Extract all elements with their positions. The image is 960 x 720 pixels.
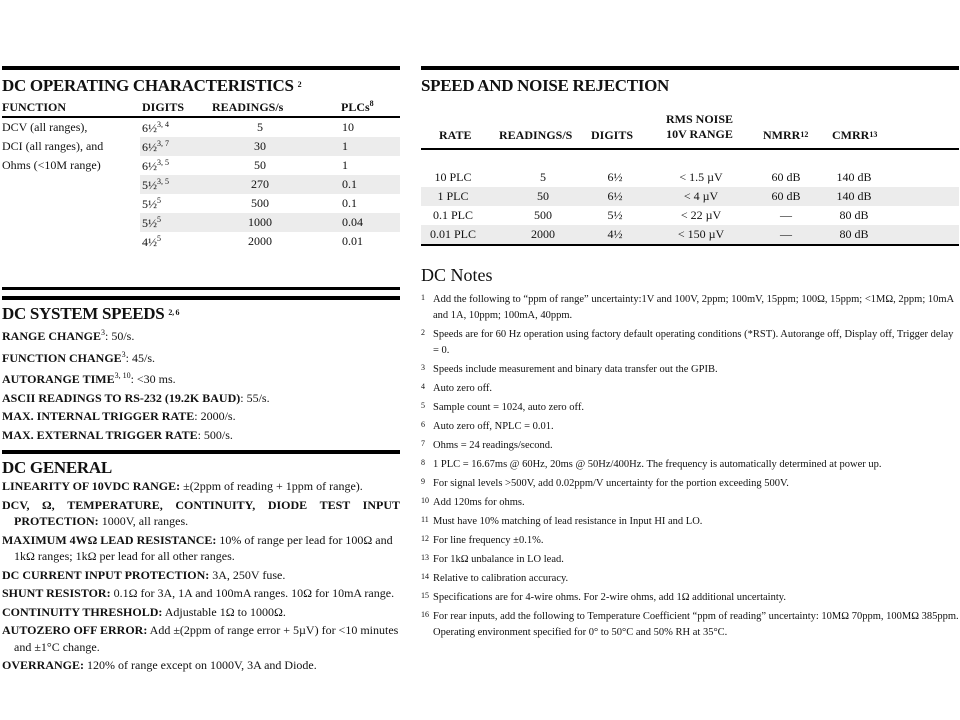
function-cell xyxy=(2,118,138,175)
note-text: Relative to calibration accuracy. xyxy=(433,573,569,584)
general-value: 10% of range per lead for 100Ω and 1kΩ ranges; 1kΩ per lead for all other ranges. xyxy=(14,532,393,563)
general-item xyxy=(2,657,400,674)
table-bottom-rule xyxy=(421,244,959,246)
general-item xyxy=(2,622,400,655)
note-item xyxy=(421,533,959,549)
nmrr-cell: — xyxy=(780,208,792,222)
function-line: DCV (all ranges), xyxy=(2,120,88,134)
note-number: 16 xyxy=(421,610,429,619)
speed-label: MAX. EXTERNAL TRIGGER RATE xyxy=(2,427,198,442)
nmrr-cell: 60 dB xyxy=(771,189,801,203)
digits-cell: 5½$^5$ xyxy=(142,215,161,230)
note-text: Specifications are for 4-wire ohms. For 2-wire ohms, add 1Ω additional uncertainty. xyxy=(433,592,786,603)
note-number: 13 xyxy=(421,553,429,562)
table-row xyxy=(140,156,400,175)
cmrr-cell: 140 dB xyxy=(836,170,872,184)
general-value: Add ±(2ppm of range error + 5µV) for <10 minutes and ±1°C change. xyxy=(14,623,399,654)
note-number: 8 xyxy=(421,458,425,467)
note-item xyxy=(421,327,959,359)
speed-item xyxy=(2,324,400,346)
digits-cell: 4½$^5$ xyxy=(142,234,161,249)
speed-value: : 2000/s. xyxy=(194,409,236,423)
function-line: Ohms (<10M range) xyxy=(2,158,101,172)
note-number: 2 xyxy=(421,328,425,337)
note-number: 1 xyxy=(421,293,425,302)
plcs-cell: 1 xyxy=(342,158,348,172)
general-value: 1000V, all ranges. xyxy=(98,514,189,528)
note-item xyxy=(421,419,959,435)
note-item xyxy=(421,400,959,416)
speed-item xyxy=(2,389,400,408)
header-cmrr: CMRR$^{13}$ xyxy=(832,128,878,142)
noise-cell: < 4 µV xyxy=(683,189,719,203)
plcs-cell: 0.01 xyxy=(342,234,363,248)
digits-cell: 4½ xyxy=(607,227,623,241)
dc-system-speeds-list xyxy=(2,324,400,444)
note-text: Add the following to “ppm of range” uncertainty:1V and 100V, 2ppm; 100mV, 15ppm; 100Ω, 15ppm; <1MΩ, 2ppm; 10mA and 1A, 10ppm; 100mA, 40ppm. xyxy=(433,294,954,321)
plcs-cell: 1 xyxy=(342,139,348,153)
rate-cell: 0.01 PLC xyxy=(429,227,476,241)
noise-cell: < 22 µV xyxy=(680,208,722,222)
table-row xyxy=(140,232,400,251)
readings-cell: 2000 xyxy=(248,234,272,248)
table-row xyxy=(140,118,400,137)
table-row xyxy=(421,206,959,225)
note-text: Add 120ms for ohms. xyxy=(433,497,525,508)
general-label: SHUNT RESISTOR: xyxy=(2,586,111,600)
table-bottom-rule xyxy=(2,287,400,290)
header-plcs: PLCs$^8$ xyxy=(341,99,374,114)
digits-cell: 6½$^{3, 4}$ xyxy=(142,120,169,135)
section-rule xyxy=(2,66,400,70)
note-item xyxy=(421,381,959,397)
function-line: DCI (all ranges), and xyxy=(2,139,104,153)
table-row xyxy=(421,225,959,244)
readings-cell: 5 xyxy=(540,170,546,184)
readings-cell: 5 xyxy=(257,120,263,134)
general-value: 3A, 250V fuse. xyxy=(209,567,286,582)
table-row xyxy=(421,187,959,206)
noise-cell: < 1.5 µV xyxy=(679,170,723,184)
speed-item xyxy=(2,346,400,368)
general-item xyxy=(2,497,400,530)
speed-item xyxy=(2,407,400,426)
header-readings: READINGS/s xyxy=(212,100,284,114)
general-label: LINEARITY OF 10VDC RANGE: xyxy=(2,479,181,493)
general-value: ±(2ppm of reading + 1ppm of range). xyxy=(180,479,363,493)
note-number: 15 xyxy=(421,591,429,600)
section-rule xyxy=(2,450,400,454)
readings-cell: 2000 xyxy=(531,227,555,241)
nmrr-cell: — xyxy=(780,227,792,241)
speed-value: : 50/s. xyxy=(105,329,135,343)
header-function: FUNCTION xyxy=(2,100,67,114)
note-number: 10 xyxy=(421,496,429,505)
plcs-cell: 10 xyxy=(342,120,354,134)
digits-cell: 6½$^{3, 7}$ xyxy=(142,139,169,154)
cmrr-cell: 80 dB xyxy=(839,227,869,241)
note-number: 5 xyxy=(421,401,425,410)
rate-cell: 10 PLC xyxy=(434,170,472,184)
note-text: 1 PLC = 16.67ms @ 60Hz, 20ms @ 50Hz/400Hz. The frequency is automatically determined at power up. xyxy=(433,459,882,470)
general-label: AUTOZERO OFF ERROR: xyxy=(2,623,148,637)
readings-cell: 1000 xyxy=(248,215,272,229)
speed-label: MAX. INTERNAL TRIGGER RATE xyxy=(2,409,195,423)
table-header xyxy=(421,98,959,150)
note-number: 7 xyxy=(421,439,425,448)
dc-system-speeds-title: DC SYSTEM SPEEDS $^{2, 6}$ xyxy=(2,304,180,323)
note-item xyxy=(421,438,959,454)
table-row xyxy=(140,137,400,156)
speed-footnote: 3, 10 xyxy=(114,371,131,380)
note-item xyxy=(421,514,959,530)
dc-general-title: DC GENERAL xyxy=(2,458,112,477)
note-text: Speeds are for 60 Hz operation using factory default operating conditions (*RST). Autorange off, Display off, Trigger delay = 0. xyxy=(433,329,954,356)
header-digits: DIGITS xyxy=(591,128,634,142)
note-text: For rear inputs, add the following to Temperature Coefficient “ppm of reading” uncertainty: 10MΩ 70ppm, 100MΩ 385ppm. Operating environment specified for 0° to 50°C and 50% RH at 35°C. xyxy=(433,611,959,638)
note-text: Auto zero off. xyxy=(433,383,492,394)
speed-noise-title: SPEED AND NOISE REJECTION xyxy=(421,76,670,95)
note-number: 12 xyxy=(421,534,429,543)
note-item xyxy=(421,457,959,473)
note-number: 11 xyxy=(421,515,429,524)
section-rule xyxy=(2,296,400,300)
note-number: 4 xyxy=(421,382,425,391)
general-label: CONTINUITY THRESHOLD: xyxy=(2,604,163,619)
digits-cell: 6½ xyxy=(607,189,623,203)
note-item xyxy=(421,292,959,324)
speed-value: : 55/s. xyxy=(240,390,270,405)
general-label: DC CURRENT INPUT PROTECTION: xyxy=(2,567,210,582)
plcs-cell: 0.04 xyxy=(342,215,363,229)
digits-cell: 5½ xyxy=(607,208,623,222)
header-digits: DIGITS xyxy=(142,100,185,114)
note-text: For line frequency ±0.1%. xyxy=(433,535,544,546)
general-item xyxy=(2,567,400,584)
note-item xyxy=(421,476,959,492)
speed-value: : <30 ms. xyxy=(130,372,176,386)
speed-item xyxy=(2,367,400,389)
note-text: Auto zero off, NPLC = 0.01. xyxy=(433,421,554,432)
general-value: 0.1Ω for 3A, 1A and 100mA ranges. 10Ω for 10mA range. xyxy=(110,586,395,600)
noise-cell: < 150 µV xyxy=(677,227,725,241)
readings-cell: 270 xyxy=(251,177,269,191)
general-value: Adjustable 1Ω to 1000Ω. xyxy=(162,604,286,619)
general-item xyxy=(2,532,400,565)
note-text: Sample count = 1024, auto zero off. xyxy=(433,402,584,413)
digits-cell: 5½$^{3, 5}$ xyxy=(142,177,169,192)
rate-cell: 1 PLC xyxy=(437,189,469,203)
dc-general-list xyxy=(2,478,400,674)
digits-cell: 6½$^{3, 5}$ xyxy=(142,158,169,173)
note-item xyxy=(421,362,959,378)
note-number: 9 xyxy=(421,477,425,486)
general-item xyxy=(2,604,400,621)
general-label: DCV, Ω, TEMPERATURE, CONTINUITY, DIODE TEST INPUT PROTECTION: xyxy=(2,497,400,528)
nmrr-cell: 60 dB xyxy=(771,170,801,184)
digits-cell: 5½$^5$ xyxy=(142,196,161,211)
table-row xyxy=(140,194,400,213)
plcs-cell: 0.1 xyxy=(342,177,357,191)
dc-operating-title: DC OPERATING CHARACTERISTICS $^2$ xyxy=(2,76,302,95)
speed-label: ASCII READINGS TO RS-232 (19.2K BAUD) xyxy=(2,390,241,405)
note-number: 3 xyxy=(421,363,425,372)
speed-label: RANGE CHANGE xyxy=(2,329,102,343)
note-item xyxy=(421,590,959,606)
right-column xyxy=(421,66,959,644)
table-row xyxy=(140,213,400,232)
note-item xyxy=(421,552,959,568)
readings-cell: 500 xyxy=(251,196,269,210)
section-rule xyxy=(421,66,959,70)
dc-operating-table xyxy=(2,98,400,290)
table-row xyxy=(421,168,959,187)
general-item xyxy=(2,478,400,495)
speed-value: : 500/s. xyxy=(197,427,233,442)
readings-cell: 30 xyxy=(254,139,266,153)
readings-cell: 500 xyxy=(534,208,552,222)
note-item xyxy=(421,571,959,587)
general-item xyxy=(2,585,400,602)
dc-notes-title: DC Notes xyxy=(421,265,493,285)
dc-notes-list xyxy=(421,292,959,641)
speed-footnote: 3 xyxy=(121,349,126,359)
speed-label: AUTORANGE TIME xyxy=(2,372,115,386)
general-value: 120% of range except on 1000V, 3A and Diode. xyxy=(84,658,317,672)
general-label: MAXIMUM 4WΩ LEAD RESISTANCE: xyxy=(2,532,217,547)
general-label: OVERRANGE: xyxy=(2,658,85,672)
note-number: 6 xyxy=(421,420,425,429)
table-row xyxy=(140,175,400,194)
readings-cell: 50 xyxy=(254,158,266,172)
rate-cell: 0.1 PLC xyxy=(432,208,473,222)
header-rate: RATE xyxy=(439,128,472,142)
speed-footnote: 3 xyxy=(101,328,106,337)
digits-cell: 6½ xyxy=(607,170,623,184)
header-rms-noise: RMS NOISE 10V RANGE xyxy=(666,112,734,141)
note-item xyxy=(421,609,959,641)
plcs-cell: 0.1 xyxy=(342,196,357,210)
note-text: Speeds include measurement and binary data transfer out the GPIB. xyxy=(433,364,718,375)
note-text: For 1kΩ unbalance in LO lead. xyxy=(433,554,564,565)
note-text: Ohms = 24 readings/second. xyxy=(433,440,553,451)
cmrr-cell: 140 dB xyxy=(836,189,872,203)
speed-item xyxy=(2,426,400,445)
table-header xyxy=(2,98,400,118)
note-text: Must have 10% matching of lead resistance in Input HI and LO. xyxy=(433,516,703,527)
readings-cell: 50 xyxy=(537,189,549,203)
note-text: For signal levels >500V, add 0.02ppm/V uncertainty for the portion exceeding 500V. xyxy=(433,478,789,489)
speed-value: : 45/s. xyxy=(125,350,156,365)
note-item xyxy=(421,495,959,511)
header-nmrr: NMRR$^{12}$ xyxy=(763,128,809,142)
speed-label: FUNCTION CHANGE xyxy=(2,350,122,365)
left-column xyxy=(2,66,400,676)
header-readings: READINGS/S xyxy=(499,128,573,142)
cmrr-cell: 80 dB xyxy=(839,208,869,222)
note-number: 14 xyxy=(421,572,429,581)
speed-noise-table xyxy=(421,98,959,246)
